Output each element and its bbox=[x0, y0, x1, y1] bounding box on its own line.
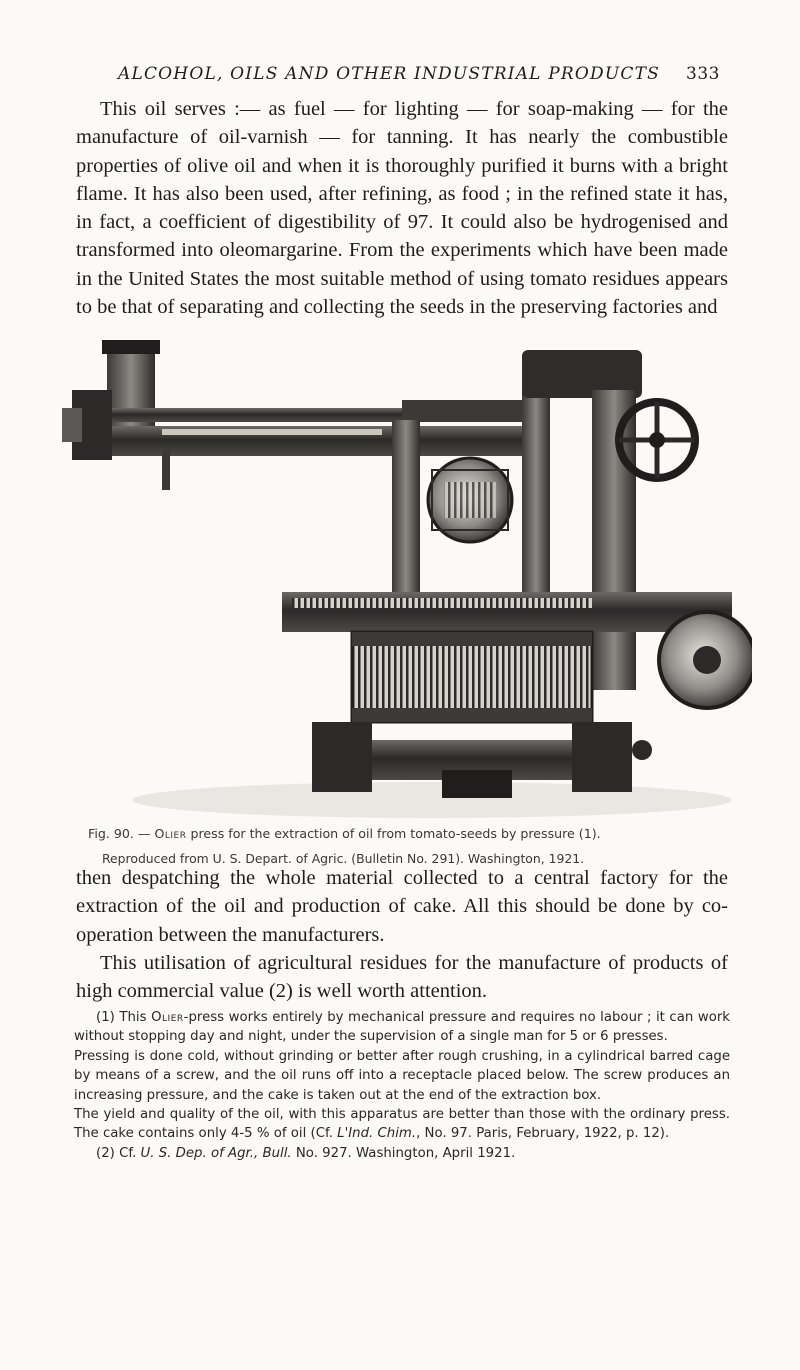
running-head bbox=[118, 64, 720, 84]
figure-caption-rest: press for the extraction of oil from tomato-seeds by pressure (1). bbox=[190, 826, 601, 841]
footnote-1-para-3 bbox=[74, 1105, 730, 1144]
footnote-2-b: No. 927. Washington, April 1921. bbox=[295, 1145, 516, 1161]
footnote-2-marker: (2) bbox=[96, 1145, 115, 1161]
top-paragraph-block bbox=[76, 95, 728, 321]
footnote-1-para-3-a: The yield and quality of the oil, with this apparatus are better than those with the ordinary press. The cake contains only 4-5 % of oil (Cf. bbox=[74, 1107, 730, 1142]
footnote-1-journal: L'Ind. Chim. bbox=[337, 1126, 417, 1142]
figure-caption bbox=[88, 826, 728, 841]
footnote-2-a: Cf. bbox=[119, 1145, 137, 1161]
footnote-1 bbox=[74, 1008, 730, 1047]
footnote-1-lead: This bbox=[119, 1010, 147, 1025]
footnotes bbox=[74, 1008, 730, 1163]
footnote-1-marker: (1) bbox=[96, 1010, 115, 1025]
footnote-1-para-3-b: , No. 97. Paris, February, 1922, p. 12). bbox=[416, 1126, 670, 1142]
top-paragraph: This oil serves :— as fuel — for lighting — for soap-making — for the manufacture of oil-varnish — for tanning. It has nearly the combustible properties of olive oil and when it is thoroughly purified it burns with a bright flame. It has also been used, after refining, as food ; in the refined state it has, in fact, a coefficient of digestibility of 97. It could also be hydrogenised and transformed into oleomargarine. From the experiments which have been made in the United States the most suitable method of using tomato residues appears to be that of separating and collecting the seeds in the preserving factories and bbox=[76, 98, 728, 319]
footnote-1-para-2: Pressing is done cold, without grinding or better after rough crushing, in a cylindrical barred cage by means of a screw, and the oil runs off into a receptacle placed below. The screw produces an increasing pressure, and the cake is taken out at the end of the extraction box. bbox=[74, 1048, 730, 1103]
bottom-paragraph-2: This utilisation of agricultural residues for the manufacture of products of high commercial value (2) is well worth attention. bbox=[76, 951, 728, 1003]
olier-press-figure bbox=[52, 330, 752, 820]
footnote-1-name: Olier bbox=[151, 1010, 184, 1025]
footnote-2-journal: U. S. Dep. of Agr., Bull. bbox=[140, 1145, 292, 1161]
figure-source: Reproduced from U. S. Depart. of Agric. (Bulletin No. 291). Washington, 1921. bbox=[102, 851, 585, 866]
figure-caption-name: Olier bbox=[154, 826, 187, 841]
page-number: 333 bbox=[686, 64, 720, 84]
figure-caption-prefix: Fig. 90. — bbox=[88, 826, 151, 841]
footnote-2 bbox=[74, 1144, 730, 1163]
running-head-title: ALCOHOL, OILS AND OTHER INDUSTRIAL PRODUCTS bbox=[118, 64, 661, 84]
bottom-paragraph-1: then despatching the whole material collected to a central factory for the extraction of the oil and production of cake. All this should be done by co-operation between the manufacturers. bbox=[76, 867, 728, 946]
footnote-1-text: -press works entirely by mechanical pressure and requires no labour ; it can work without stopping day and night, under the supervision of a single man for 5 or 6 presses. bbox=[74, 1010, 730, 1045]
olier-press-illustration bbox=[52, 330, 752, 820]
bottom-paragraph-block bbox=[76, 864, 728, 1005]
